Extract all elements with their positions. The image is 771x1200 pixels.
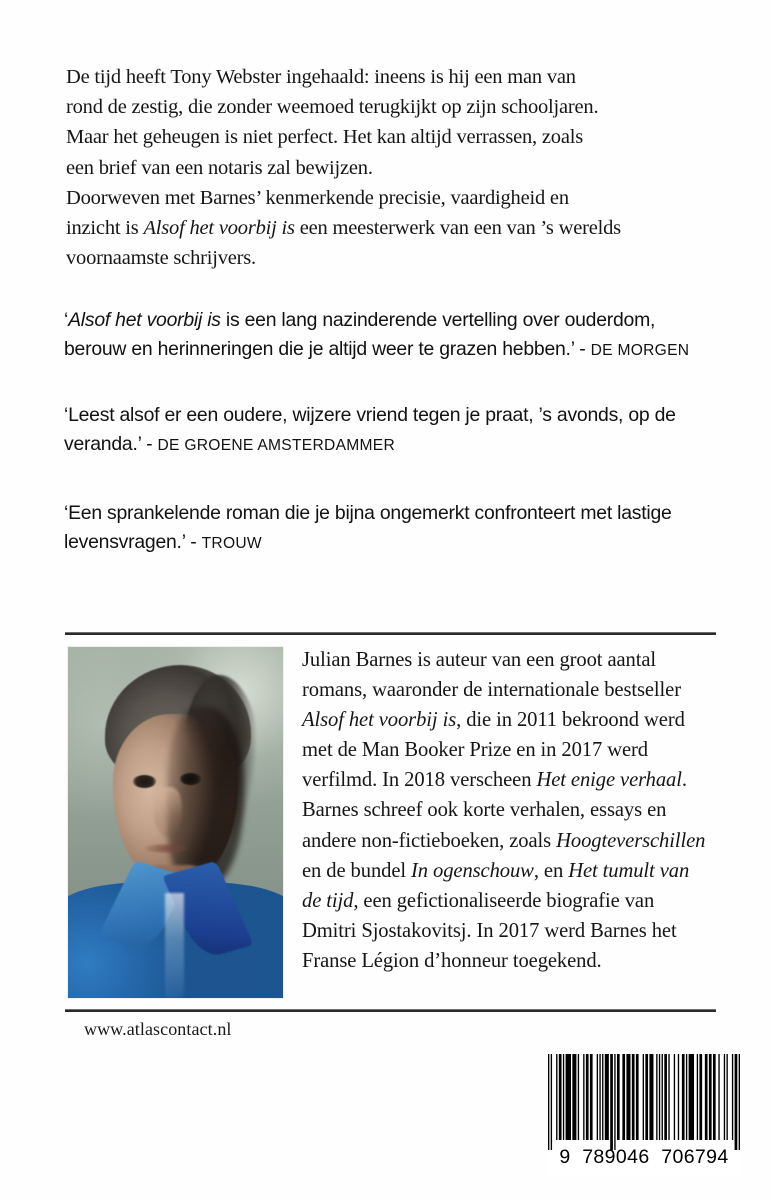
author-photo-image: [68, 647, 283, 998]
barcode: [548, 1054, 740, 1176]
barcode-digits: 9 789046 706794: [559, 1146, 729, 1168]
photo-placket: [165, 893, 184, 998]
photo-nose: [154, 787, 182, 836]
quote-text: Leest alsof er een oudere, wijzere vriend tegen je praat, ’s avonds, op de veranda.’: [64, 404, 676, 455]
quote-open: ‘: [64, 404, 69, 427]
book-title-italic: Alsof het voorbij is: [302, 709, 457, 732]
blurb-line: Maar het geheugen is niet perfect. Het kan altijd verrassen, zoals: [66, 126, 583, 149]
quote-source: DE GROENE AMSTERDAMMER: [157, 436, 396, 454]
quote-dash: -: [579, 337, 591, 360]
publisher-url[interactable]: www.atlascontact.nl: [84, 1019, 232, 1039]
divider-top: [65, 632, 716, 635]
book-title-italic: Het enige verhaal: [536, 769, 682, 792]
photo-mouth: [145, 844, 188, 853]
blurb-line: een brief van een notaris zal bewijzen.: [66, 156, 373, 179]
blurb-line: rond de zestig, die zonder weemoed terugkijkt op zijn schooljaren.: [66, 96, 599, 119]
blurb-text: een meesterwerk van een van ’s werelds: [294, 217, 621, 240]
bio-text: , en: [533, 859, 569, 882]
quote-open: ‘: [64, 502, 69, 525]
book-title-italic: In ogenschouw: [411, 859, 534, 882]
bio-text: , een gefictionaliseerde biografie van Dmitri Sjostakovitsj. In 2017 werd Barnes het Franse Légion d’honneur toegekend.: [302, 889, 677, 972]
quote-open: ‘: [64, 309, 69, 331]
author-bio: [302, 645, 712, 976]
author-bio-paragraph: [302, 645, 712, 976]
blurb-text: inzicht is: [66, 217, 144, 240]
review-quote: [64, 401, 704, 460]
blurb-line: voornaamste schrijvers.: [66, 247, 256, 270]
bio-text: en de bundel: [302, 859, 412, 882]
photo-eye-left: [133, 775, 157, 788]
review-quote: [64, 306, 704, 365]
review-quotes: [64, 306, 704, 559]
quote-source: DE MORGEN: [590, 341, 690, 359]
bio-text: . Barnes schreef ook korte verhalen, essays en andere non-fictieboeken, zoals: [302, 769, 687, 852]
quote-dash: -: [146, 432, 158, 455]
book-title-italic: Alsof het voorbij is: [68, 309, 221, 331]
quote-dash: -: [190, 530, 202, 553]
quote-source: TROUW: [201, 534, 262, 552]
blurb-line: [66, 213, 691, 243]
barcode-bars: [548, 1054, 740, 1150]
blurb-line: De tijd heeft Tony Webster ingehaald: ineens is hij een man van: [66, 66, 576, 88]
book-title-italic: Alsof het voorbij is: [143, 217, 295, 240]
blurb-line: Doorweven met Barnes’ kenmerkende precisie, vaardigheid en: [66, 186, 569, 209]
book-title-italic: Het tumult van de tijd: [302, 859, 690, 912]
quote-text: Een sprankelende roman die je bijna ongemerkt confronteert met lastige levensvragen.’: [64, 502, 672, 553]
book-blurb: [66, 62, 691, 273]
divider-bottom: [65, 1009, 716, 1012]
review-quote: [64, 499, 704, 558]
quote-text: is een lang nazinderende vertelling over ouderdom, berouw en herinneringen die je altijd weer te grazen hebben.’: [64, 309, 656, 360]
book-title-italic: Hoogteverschillen: [556, 829, 706, 852]
author-photo: [68, 647, 283, 998]
bio-text: Julian Barnes is auteur van een groot aantal romans, waaronder de internationale bestseller: [302, 649, 681, 702]
bio-text: , die in 2011 bekroond werd met de Man Booker Prize en in 2017 werd verfilmd. In 2018 verscheen: [302, 709, 685, 792]
